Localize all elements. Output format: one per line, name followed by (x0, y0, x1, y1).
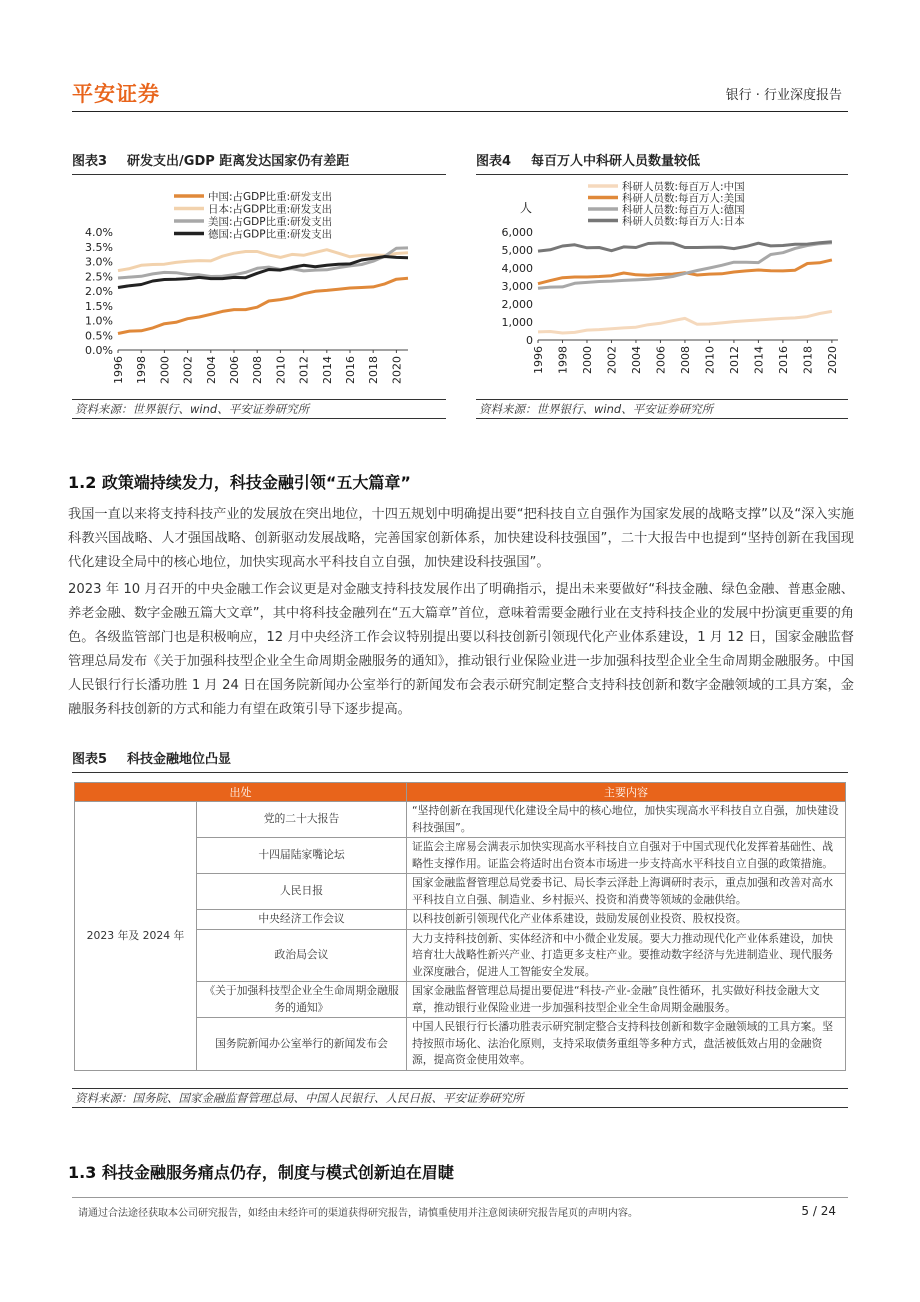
series-line (538, 260, 832, 284)
y-tick-label: 3.5% (85, 240, 113, 254)
series-line (538, 243, 832, 288)
column-header-source: 出处 (75, 783, 407, 802)
figure-5-title-bar (72, 748, 848, 774)
footer-disclaimer: 请通过合法途径获取本公司研究报告，如经由未经许可的渠道获得研究报告，请慎重使用并注意阅读研究报告尾页的声明内容。 (78, 1208, 638, 1219)
figure-3-source: 资料来源：世界银行、wind、平安证券研究所 (72, 399, 446, 419)
figure-3-title-bar (72, 150, 446, 175)
figure-4-title-bar (476, 150, 848, 175)
x-tick-label: 2004 (629, 346, 643, 374)
source-cell: 国务院新闻办公室举行的新闻发布会 (197, 1018, 407, 1071)
x-tick-label: 2020 (825, 346, 839, 374)
y-tick-label: 0.0% (85, 344, 113, 357)
figure-4-source: 资料来源：世界银行、wind、平安证券研究所 (476, 399, 848, 419)
legend-label: 中国:占GDP比重:研发支出 (208, 191, 333, 203)
x-tick-label: 2008 (251, 356, 265, 384)
figure-5-title: 科技金融地位凸显 (127, 752, 232, 767)
x-tick-label: 1996 (112, 356, 125, 384)
x-tick-label: 2000 (158, 356, 172, 384)
x-tick-label: 2000 (580, 346, 594, 374)
figure-5-number: 图表5 (72, 752, 108, 767)
x-tick-label: 2008 (678, 346, 692, 374)
series-line (118, 278, 408, 333)
x-tick-label: 2002 (181, 356, 195, 384)
brand-logo: 平安证券 (72, 82, 160, 106)
series-line (538, 311, 832, 333)
legend-label: 美国:占GDP比重:研发支出 (208, 216, 333, 228)
figure-4-chart (476, 178, 848, 400)
content-cell: 证监会主席易会满表示加快实现高水平科技自立自强对于中国式现代化发挥着基础性、战略性支撑作用。证监会将适时出台资本市场进一步支持高水平科技自立自强的政策措施。 (407, 838, 846, 874)
x-tick-label: 2012 (727, 346, 741, 374)
figure-3-title: 研发支出/GDP 距离发达国家仍有差距 (127, 154, 350, 169)
y-tick-label: 0 (526, 334, 533, 347)
y-tick-label: 4,000 (501, 262, 533, 275)
x-tick-label: 2014 (320, 356, 334, 384)
y-tick-label: 2,000 (501, 298, 533, 311)
content-cell: 以科技创新引领现代化产业体系建设，鼓励发展创业投资、股权投资。 (407, 910, 846, 930)
content-cell: 大力支持科技创新、实体经济和中小微企业发展。要大力推动现代化产业体系建设，加快培育壮大战略性新兴产业、打造更多支柱产业。要推动数字经济与先进制造业、现代服务业深度融合，促进人工智能安全发展。 (407, 929, 846, 982)
x-tick-label: 2018 (367, 356, 381, 384)
content-cell: “坚持创新在我国现代化建设全局中的核心地位，加快实现高水平科技自立自强，加快建设科技强国”。 (407, 802, 846, 838)
figure-3-number: 图表3 (72, 154, 108, 169)
source-cell: 人民日报 (197, 874, 407, 910)
figure-3 (72, 150, 446, 420)
y-tick-label: 6,000 (501, 226, 533, 239)
x-tick-label: 2016 (776, 346, 790, 374)
x-tick-label: 1998 (135, 356, 149, 384)
legend-label: 科研人员数:每百万人:德国 (622, 204, 745, 216)
figure-4 (476, 150, 848, 420)
footer-divider (72, 1197, 848, 1198)
y-tick-label: 3.0% (85, 255, 113, 269)
y-tick-label: 1.5% (85, 299, 113, 313)
content-cell: 国家金融监督管理总局提出要促进“科技-产业-金融”良性循环，扎实做好科技金融大文章，推动银行业保险业进一步加强科技型企业全生命周期金融服务。 (407, 982, 846, 1018)
x-tick-label: 2016 (344, 356, 357, 384)
content-cell: 中国人民银行行长潘功胜表示研究制定整合支持科技创新和数字金融领域的工具方案。坚持按照市场化、法治化原则，支持采取债务重组等多种方式，盘活被低效占用的金融资源，提高资金使用效率。 (407, 1018, 846, 1071)
legend-label: 日本:占GDP比重:研发支出 (208, 203, 333, 216)
source-cell: 中央经济工作会议 (197, 910, 407, 930)
section-1-3-heading: 1.3 科技金融服务痛点仍存，制度与模式创新迫在眉睫 (68, 1163, 454, 1182)
legend-label: 科研人员数:每百万人:中国 (622, 181, 745, 193)
y-tick-label: 4.0% (85, 226, 113, 239)
source-cell: 党的二十大报告 (197, 802, 407, 838)
section-1-2-paragraph-1: 我国一直以来将支持科技产业的发展放在突出地位，十四五规划中明确提出要“把科技自立自强作为国家发展的战略支撑”以及“深入实施科教兴国战略、人才强国战略、创新驱动发展战略，完善国家创新体系，加快建设科技强国”，二十大报告中也提到“坚持创新在我国现代化建设全局中的核心地位，加快实现高水平科技自立自强，加快建设科技强国”。 (68, 507, 854, 570)
legend-label: 德国:占GDP比重:研发支出 (208, 228, 333, 241)
y-tick-label: 3,000 (501, 280, 533, 293)
x-tick-label: 2006 (654, 346, 668, 374)
x-tick-label: 2020 (390, 356, 404, 384)
y-tick-label: 1.0% (85, 314, 113, 328)
x-tick-label: 1996 (532, 346, 545, 374)
source-cell: 政治局会议 (197, 929, 407, 982)
period-cell: 2023 年及 2024 年 (75, 802, 197, 1071)
x-tick-label: 2002 (605, 346, 619, 374)
y-axis-label: 人 (520, 201, 533, 215)
x-tick-label: 2010 (274, 356, 288, 384)
y-tick-label: 2.0% (85, 285, 113, 298)
figure-5-source: 资料来源：国务院、国家金融监督管理总局、中国人民银行、人民日报、平安证券研究所 (72, 1088, 848, 1108)
report-category: 银行 · 行业深度报告 (725, 88, 842, 103)
section-1-2-paragraph-2: 2023 年 10 月召开的中央金融工作会议更是对金融支持科技发展作出了明确指示，提出未来要做好“科技金融、绿色金融、普惠金融、养老金融、数字金融五篇大文章”，其中将科技金融列在“五大篇章”首位，意味着需要金融行业在支持科技企业的发展中扮演更重要的角色。各级监管部门也是积极响应，12 月中央经济工作会议特别提出要以科技创新引领现代化产业体系建设，1 月 12 日，国家金融监督管理总局发布《关于加强科技型企业全生命周期金融服务的通知》，推动银行业保险业进一步加强科技型企业全生命周期金融服务。中国人民银行行长潘功胜 1 月 24 日在国务院新闻办公室举行的新闻发布会表示研究制定整合支持科技创新和数字金融领域的工具方案，金融服务科技创新的方式和能力有望在政策引导下逐步提高。 (68, 582, 854, 717)
section-1-2-heading: 1.2 政策端持续发力，科技金融引领“五大篇章” (68, 473, 411, 492)
source-cell: 《关于加强科技型企业全生命周期金融服务的通知》 (197, 982, 407, 1018)
table-row (75, 802, 846, 838)
y-tick-label: 1,000 (501, 316, 533, 329)
x-tick-label: 2012 (297, 356, 311, 384)
x-tick-label: 2018 (801, 346, 815, 374)
y-tick-label: 2.5% (85, 270, 113, 284)
header-divider (72, 111, 848, 112)
source-cell: 十四届陆家嘴论坛 (197, 838, 407, 874)
x-tick-label: 2004 (204, 356, 218, 384)
x-tick-label: 1998 (556, 346, 570, 374)
legend-label: 科研人员数:每百万人:日本 (622, 215, 745, 228)
figure-3-chart (72, 178, 446, 400)
page-number: 5 / 24 (801, 1204, 836, 1218)
x-tick-label: 2014 (752, 346, 766, 374)
figure-4-number: 图表4 (476, 154, 512, 169)
figure-5-table (74, 782, 846, 1071)
x-tick-label: 2006 (228, 356, 241, 384)
y-tick-label: 0.5% (85, 329, 113, 343)
content-cell: 国家金融监督管理总局党委书记、局长李云泽赴上海调研时表示，重点加强和改善对高水平科技自立自强、制造业、乡村振兴、投资和消费等领域的金融供给。 (407, 874, 846, 910)
legend-label: 科研人员数:每百万人:美国 (622, 192, 745, 205)
y-tick-label: 5,000 (501, 244, 533, 257)
column-header-content: 主要内容 (407, 783, 846, 802)
figure-4-title: 每百万人中科研人员数量较低 (531, 154, 701, 169)
x-tick-label: 2010 (703, 346, 717, 374)
